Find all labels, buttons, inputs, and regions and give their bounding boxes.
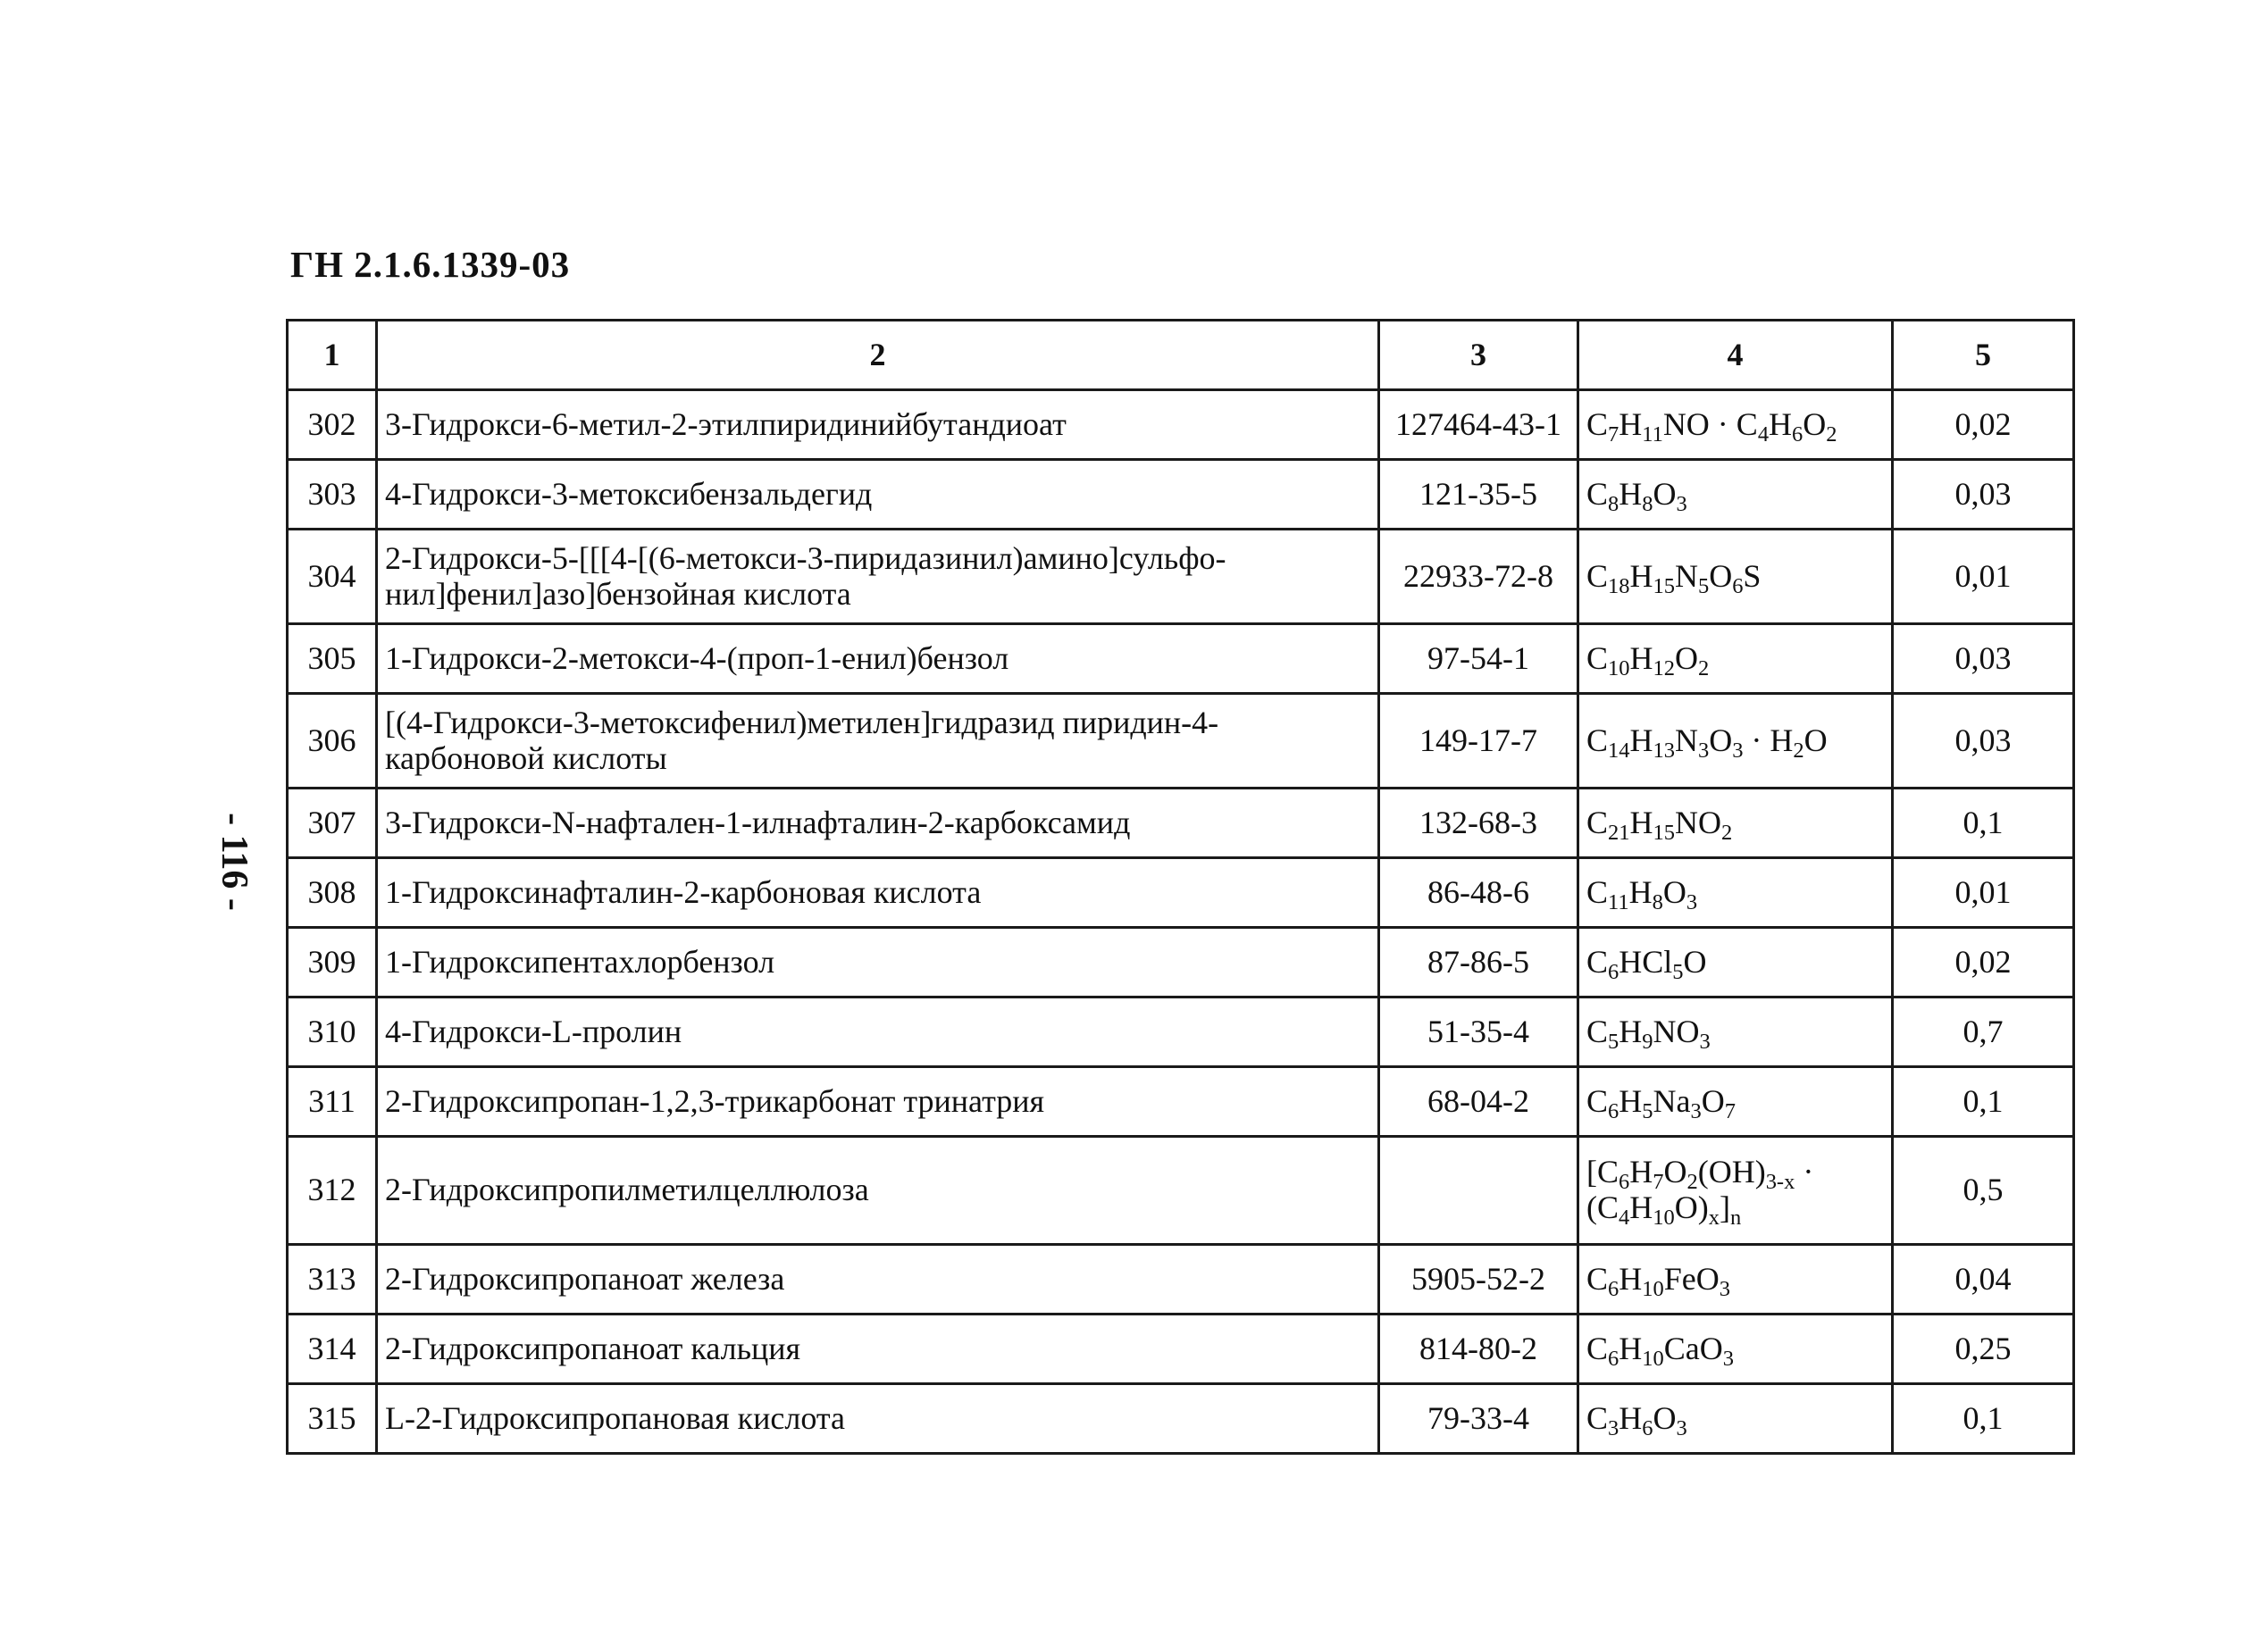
chemical-formula: $C_8H_8O_3$ [1578,460,1893,530]
row-number: 313 [288,1245,377,1315]
substance-name: 1-Гидроксипентахлорбензол [377,928,1379,997]
row-number: 302 [288,390,377,460]
chemical-formula: $C_{11}H_8O_3$ [1578,858,1893,928]
cas-number: 68-04-2 [1379,1067,1578,1137]
cas-number: 121-35-5 [1379,460,1578,530]
chemical-formula: $C_3H_6O_3$ [1578,1384,1893,1454]
cas-number: 127464-43-1 [1379,390,1578,460]
row-number: 306 [288,694,377,789]
substance-name: [(4-Гидрокси-3-метоксифенил)метилен]гидразид пиридин-4-карбоновой кислоты [377,694,1379,789]
limit-value: 0,03 [1893,624,2074,694]
cas-number: 79-33-4 [1379,1384,1578,1454]
limit-value: 0,1 [1893,1384,2074,1454]
limit-value: 0,02 [1893,928,2074,997]
chemical-formula: $C_5H_9NO_3$ [1578,997,1893,1067]
table-body [288,321,2074,1454]
cas-number [1379,1137,1578,1245]
row-number: 307 [288,789,377,858]
column-header: 5 [1893,321,2074,390]
substance-name: 4-Гидрокси-3-метоксибензальдегид [377,460,1379,530]
table-row [288,460,2074,530]
substance-name: 1-Гидрокси-2-метокси-4-(проп-1-енил)бензол [377,624,1379,694]
table-row [288,390,2074,460]
row-number: 312 [288,1137,377,1245]
cas-number: 51-35-4 [1379,997,1578,1067]
limit-value: 0,03 [1893,694,2074,789]
column-header: 1 [288,321,377,390]
limit-value: 0,5 [1893,1137,2074,1245]
document-code: ГН 2.1.6.1339-03 [290,244,571,285]
column-header: 2 [377,321,1379,390]
chemical-formula: $C_6H_{10}FeO_3$ [1578,1245,1893,1315]
substance-name: 3-Гидрокси-N-нафтален-1-илнафталин-2-карбоксамид [377,789,1379,858]
table-row [288,789,2074,858]
row-number: 309 [288,928,377,997]
substance-name: 2-Гидроксипропаноат железа [377,1245,1379,1315]
table-row [288,1067,2074,1137]
table-row [288,1315,2074,1384]
limit-value: 0,1 [1893,789,2074,858]
row-number: 305 [288,624,377,694]
row-number: 303 [288,460,377,530]
cas-number: 5905-52-2 [1379,1245,1578,1315]
substance-name: 2-Гидрокси-5-[[[4-[(6-метокси-3-пиридазинил)амино]сульфо-нил]фенил]азо]бензойная кислота [377,530,1379,624]
limit-value: 0,02 [1893,390,2074,460]
table-row [288,928,2074,997]
chemical-formula: $C_6H_5Na_3O_7$ [1578,1067,1893,1137]
chemical-formula: $C_{21}H_{15}NO_2$ [1578,789,1893,858]
limit-value: 0,01 [1893,530,2074,624]
column-header: 3 [1379,321,1578,390]
chemical-formula: $C_{18}H_{15}N_5O_6S$ [1578,530,1893,624]
cas-number: 87-86-5 [1379,928,1578,997]
chemical-formula: $C_7H_{11}NO \cdot C_4H_6O_2$ [1578,390,1893,460]
column-header: 4 [1578,321,1893,390]
cas-number: 149-17-7 [1379,694,1578,789]
table-row [288,530,2074,624]
limit-value: 0,04 [1893,1245,2074,1315]
cas-number: 97-54-1 [1379,624,1578,694]
chemical-formula: [$C_6H_7O_2(OH)_{3-x}$ · $(C_4H_{10}O)_x]_n$ [1578,1137,1893,1245]
table-row [288,1245,2074,1315]
substance-name: 2-Гидроксипропан-1,2,3-трикарбонат тринатрия [377,1067,1379,1137]
cas-number: 814-80-2 [1379,1315,1578,1384]
row-number: 310 [288,997,377,1067]
chemical-formula: $C_{10}H_{12}O_2$ [1578,624,1893,694]
substance-name: L-2-Гидроксипропановая кислота [377,1384,1379,1454]
substances-table [286,319,2075,1455]
chemical-formula: $C_{14}H_{13}N_3O_3 \cdot H_2O$ [1578,694,1893,789]
row-number: 311 [288,1067,377,1137]
limit-value: 0,25 [1893,1315,2074,1384]
substance-name: 2-Гидроксипропилметилцеллюлоза [377,1137,1379,1245]
row-number: 315 [288,1384,377,1454]
cas-number: 132-68-3 [1379,789,1578,858]
table-row [288,624,2074,694]
limit-value: 0,03 [1893,460,2074,530]
page-number: - 116 - [213,813,255,911]
table-header-row [288,321,2074,390]
row-number: 304 [288,530,377,624]
substance-name: 3-Гидрокси-6-метил-2-этилпиридинийбутандиоат [377,390,1379,460]
cas-number: 86-48-6 [1379,858,1578,928]
cas-number: 22933-72-8 [1379,530,1578,624]
table-row [288,1384,2074,1454]
table-row [288,1137,2074,1245]
table-row [288,858,2074,928]
substance-name: 1-Гидроксинафталин-2-карбоновая кислота [377,858,1379,928]
limit-value: 0,1 [1893,1067,2074,1137]
row-number: 308 [288,858,377,928]
substance-name: 2-Гидроксипропаноат кальция [377,1315,1379,1384]
table-row [288,694,2074,789]
table-row [288,997,2074,1067]
substance-name: 4-Гидрокси-L-пролин [377,997,1379,1067]
chemical-formula: $C_6H_{10}CaO_3$ [1578,1315,1893,1384]
limit-value: 0,01 [1893,858,2074,928]
row-number: 314 [288,1315,377,1384]
limit-value: 0,7 [1893,997,2074,1067]
chemical-formula: $C_6HCl_5O$ [1578,928,1893,997]
